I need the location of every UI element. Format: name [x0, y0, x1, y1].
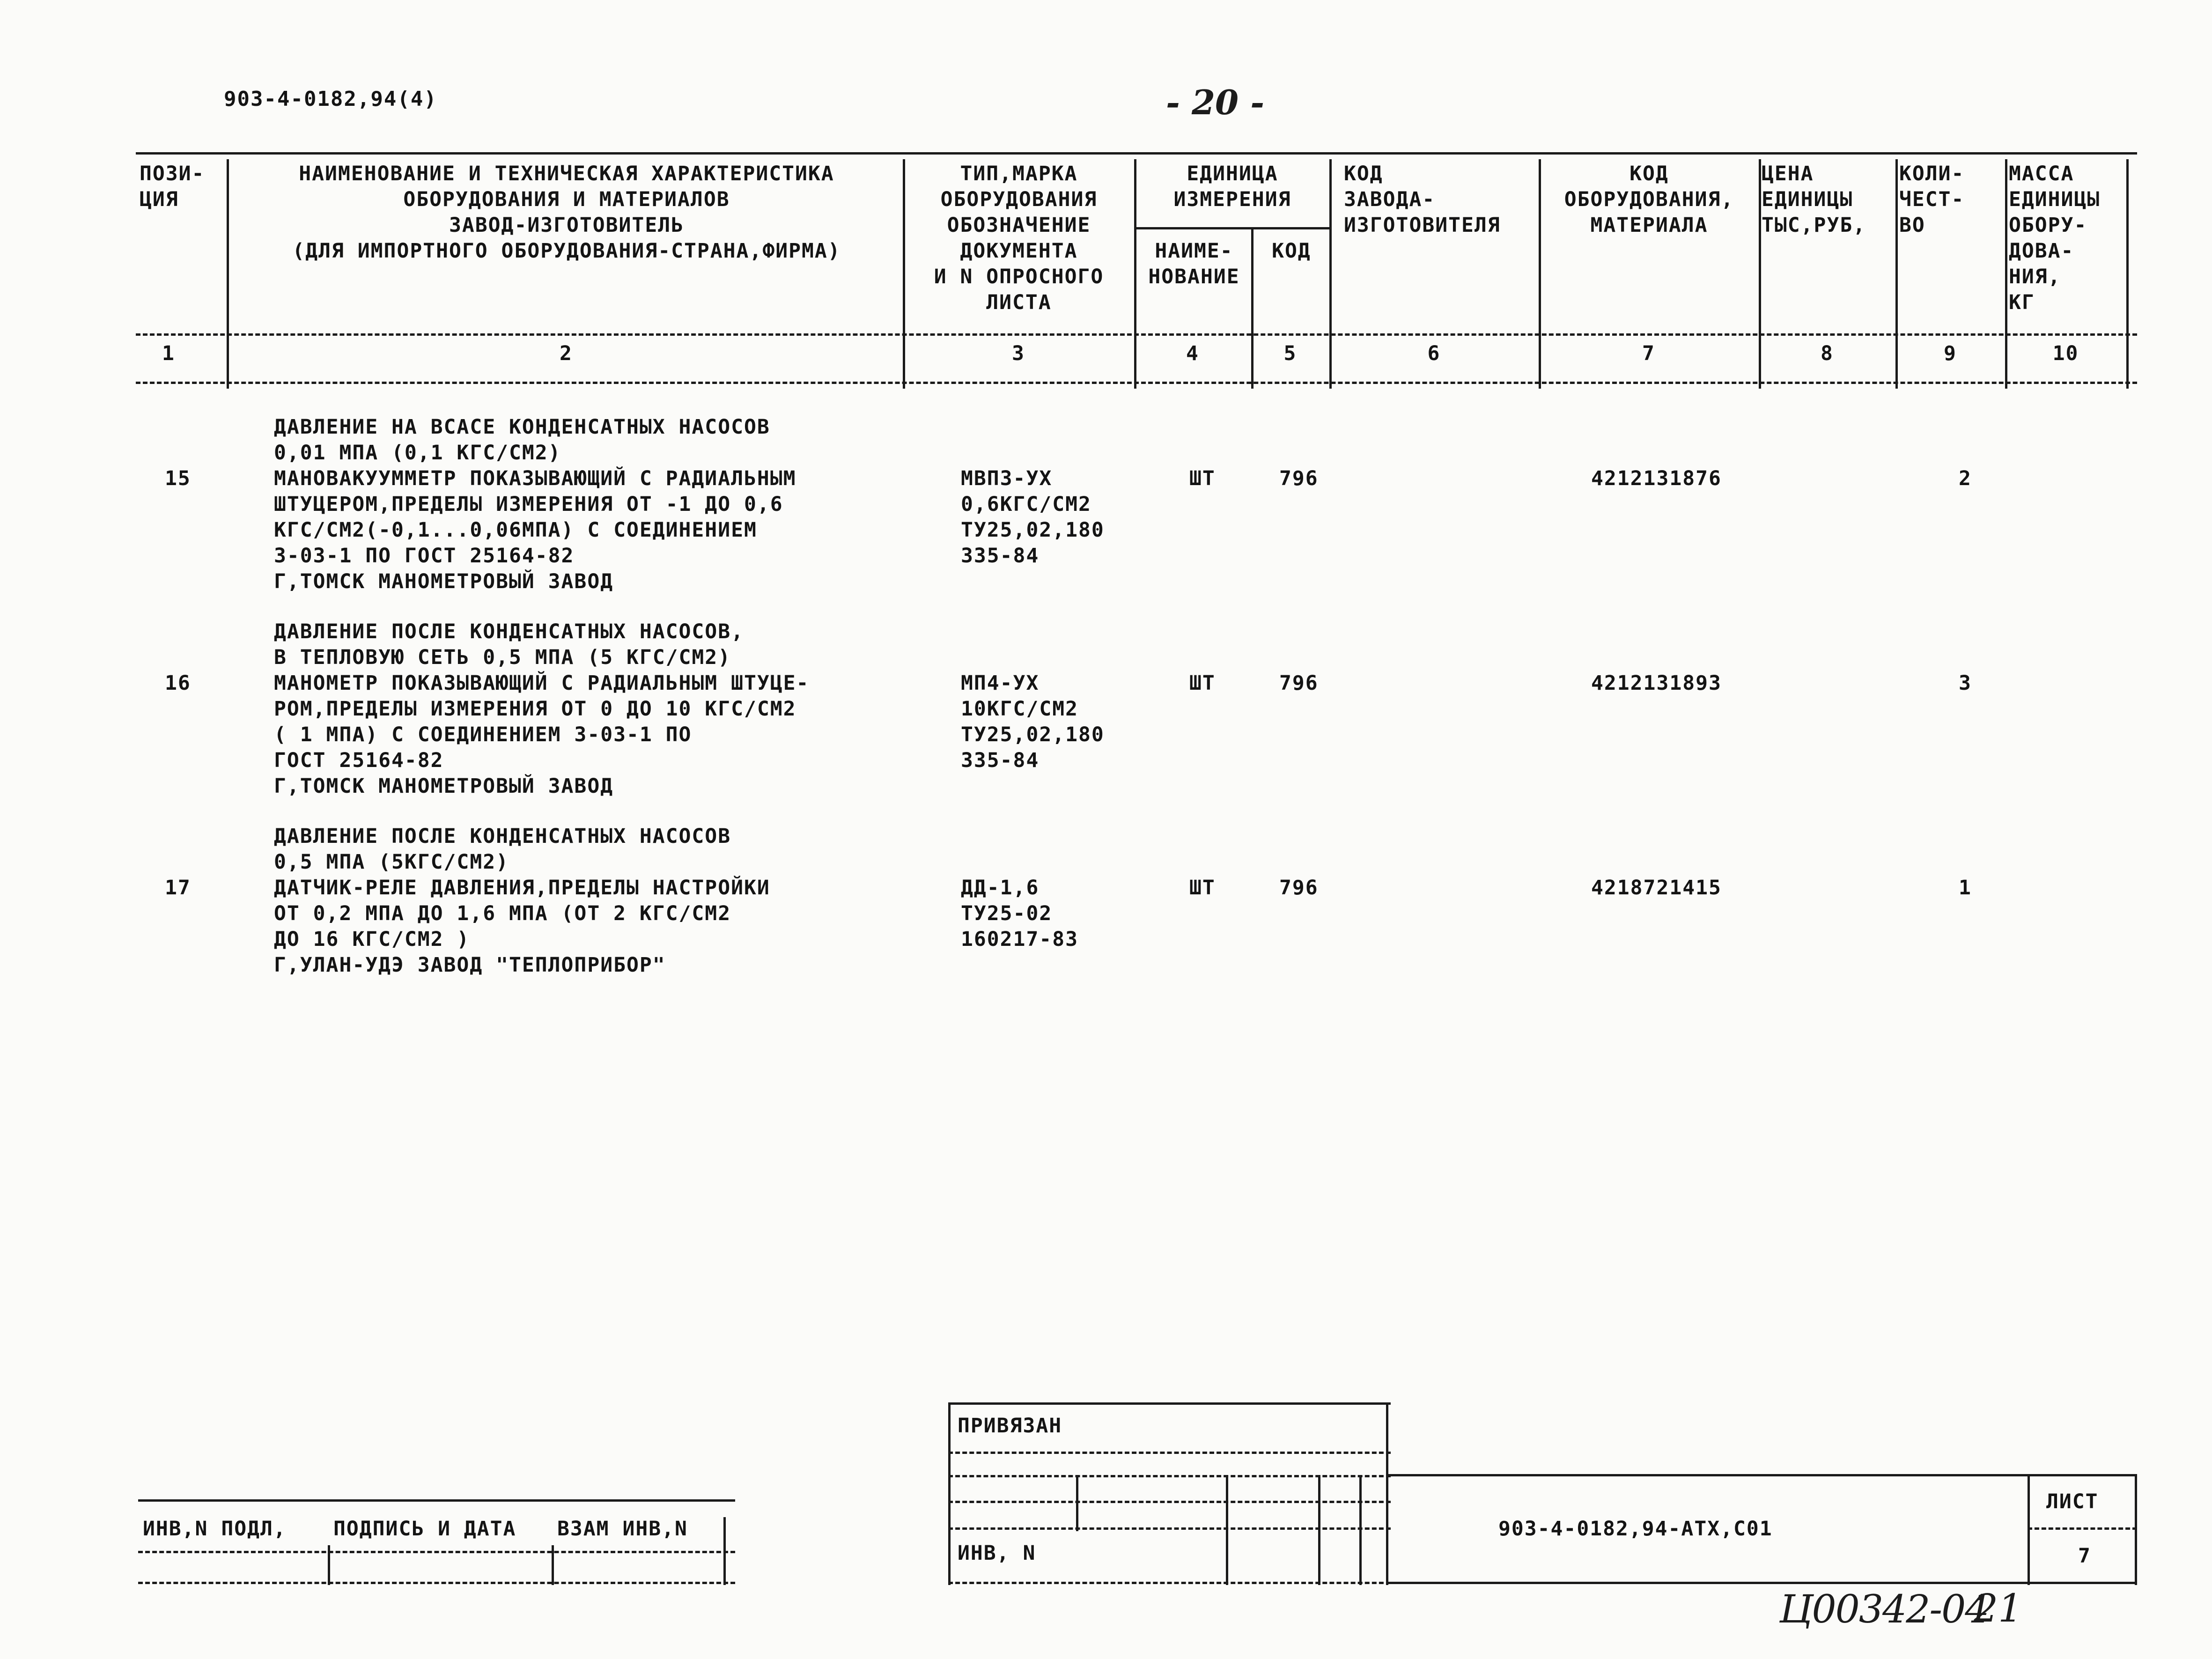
row-quantity: 2 — [1959, 467, 1972, 490]
column-number: 3 — [1012, 342, 1025, 365]
archive-page-number: 21 — [1974, 1586, 2023, 1631]
row-position: 16 — [165, 671, 191, 695]
row-position: 17 — [165, 876, 191, 900]
row-description: ДАВЛЕНИЕ НА ВСАСЕ КОНДЕНСАТНЫХ НАСОСОВ 0,01 МПА (0,1 КГС/СМ2) МАНОВАКУУММЕТР ПОКАЗЫВАЮЩИЙ С РАДИАЛЬНЫМ ШТУЦЕРОМ,ПРЕДЕЛЫ ИЗМЕРЕНИЯ ОТ -1 ДО 0,6 КГС/СМ2(-0,1...0,06МПА) С СОЕДИНЕНИЕМ 3-03-1 ПО ГОСТ 25164-82 Г,ТОМСК МАНОМЕТРОВЫЙ ЗАВОД — [274, 415, 796, 593]
row-type: МП4-УХ 10КГС/СМ2 ТУ25,02,180 335-84 — [961, 671, 1105, 772]
archive-mark: Ц00342-04 — [1779, 1587, 1989, 1632]
header-col-9: КОЛИ- ЧЕСТ- ВО — [1899, 162, 1965, 237]
tied-label: ПРИВЯЗАН — [958, 1414, 1062, 1438]
header-col-10: МАССА ЕДИНИЦЫ ОБОРУ- ДОВА- НИЯ, КГ — [2009, 162, 2101, 314]
sheet-label: ЛИСТ — [2046, 1490, 2099, 1513]
row-unit-code: 796 — [1279, 876, 1319, 900]
column-number: 5 — [1283, 342, 1297, 365]
row-description: ДАВЛЕНИЕ ПОСЛЕ КОНДЕНСАТНЫХ НАСОСОВ, В ТЕПЛОВУЮ СЕТЬ 0,5 МПА (5 КГС/СМ2) МАНОМЕТР ПОКАЗЫВАЮЩИЙ С РАДИАЛЬНЫМ ШТУЦЕ- РОМ,ПРЕДЕЛЫ ИЗМЕРЕНИЯ ОТ 0 ДО 10 КГС/СМ2 ( 1 МПА) С СОЕДИНЕНИЕМ 3-03-1 ПО ГОСТ 25164-82 Г,ТОМСК МАНОМЕТРОВЫЙ ЗАВОД — [274, 620, 810, 798]
header-col-5: КОД — [1272, 239, 1311, 263]
signature-date-label: ПОДПИСЬ И ДАТА — [333, 1517, 516, 1541]
header-col-2: НАИМЕНОВАНИЕ И ТЕХНИЧЕСКАЯ ХАРАКТЕРИСТИКА ОБОРУДОВАНИЯ И МАТЕРИАЛОВ ЗАВОД-ИЗГОТОВИТЕЛЬ (ДЛЯ ИМПОРТНОГО ОБОРУДОВАНИЯ-СТРАНА,ФИРМА) — [292, 162, 841, 263]
page-number: - 20 - — [1166, 82, 1265, 122]
replacement-inventory-label: ВЗАМ ИНВ,N — [557, 1517, 688, 1541]
inventory-label: ИНВ, N — [958, 1541, 1036, 1565]
row-equipment-code: 4212131876 — [1591, 467, 1722, 490]
row-unit: ШТ — [1189, 467, 1216, 490]
column-number: 9 — [1944, 342, 1957, 365]
header-unit-group: ЕДИНИЦА ИЗМЕРЕНИЯ — [1173, 162, 1291, 211]
row-unit-code: 796 — [1279, 467, 1319, 490]
row-equipment-code: 4218721415 — [1591, 876, 1722, 900]
row-unit: ШТ — [1189, 876, 1216, 900]
row-type: МВПЗ-УХ 0,6КГС/СМ2 ТУ25,02,180 335-84 — [961, 467, 1105, 568]
inventory-number-label: ИНВ,N ПОДЛ, — [143, 1517, 287, 1541]
header-col-4: НАИМЕ- НОВАНИЕ — [1148, 239, 1240, 288]
row-quantity: 1 — [1959, 876, 1972, 900]
row-equipment-code: 4212131893 — [1591, 671, 1722, 695]
document-code: 903-4-0182,94(4) — [224, 87, 437, 111]
column-number: 10 — [2052, 342, 2079, 365]
column-number: 1 — [162, 342, 175, 365]
row-unit: ШТ — [1189, 671, 1216, 695]
row-position: 15 — [165, 467, 191, 490]
column-number: 6 — [1427, 342, 1441, 365]
column-number: 4 — [1186, 342, 1199, 365]
header-col-6: КОД ЗАВОДА- ИЗГОТОВИТЕЛЯ — [1344, 162, 1501, 237]
header-col-7: КОД ОБОРУДОВАНИЯ, МАТЕРИАЛА — [1564, 162, 1734, 237]
row-description: ДАВЛЕНИЕ ПОСЛЕ КОНДЕНСАТНЫХ НАСОСОВ 0,5 МПА (5КГС/СМ2) ДАТЧИК-РЕЛЕ ДАВЛЕНИЯ,ПРЕДЕЛЫ НАСТРОЙКИ ОТ 0,2 МПА ДО 1,6 МПА (ОТ 2 КГС/СМ2 ДО 16 КГС/СМ2 ) Г,УЛАН-УДЭ ЗАВОД "ТЕПЛОПРИБОР" — [274, 825, 770, 977]
document-designation: 903-4-0182,94-АТХ,С01 — [1498, 1517, 1773, 1541]
column-number: 7 — [1642, 342, 1655, 365]
header-col-8: ЦЕНА ЕДИНИЦЫ ТЫС,РУБ, — [1762, 162, 1866, 237]
header-col-3: ТИП,МАРКА ОБОРУДОВАНИЯ ОБОЗНАЧЕНИЕ ДОКУМЕНТА И N ОПРОСНОГО ЛИСТА — [934, 162, 1104, 314]
row-quantity: 3 — [1959, 671, 1972, 695]
header-col-1: ПОЗИ- ЦИЯ — [140, 162, 205, 211]
column-number: 8 — [1821, 342, 1834, 365]
row-unit-code: 796 — [1279, 671, 1319, 695]
sheet-number: 7 — [2078, 1544, 2091, 1568]
row-type: ДД-1,6 ТУ25-02 160217-83 — [961, 876, 1078, 951]
column-number: 2 — [560, 342, 573, 365]
